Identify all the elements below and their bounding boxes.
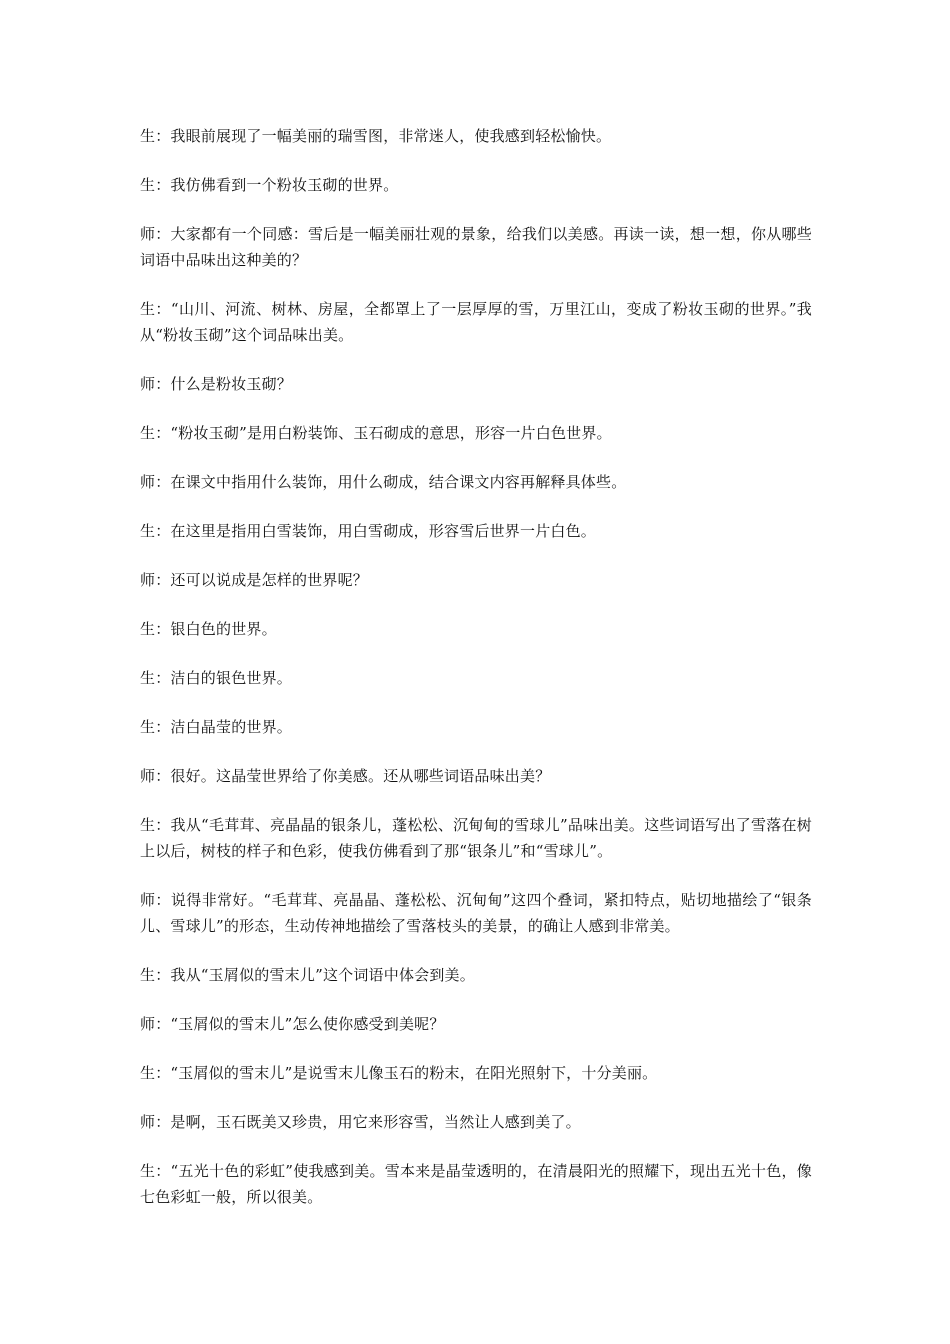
paragraph-10: 生：银白色的世界。 [140,620,277,638]
paragraph-3: 师：大家都有一个同感：雪后是一幅美丽壮观的景象，给我们以美感。再读一读，想一想，你从哪些词语中品味出这种美的？ [140,225,812,269]
paragraph-8: 生：在这里是指用白雪装饰，用白雪砌成，形容雪后世界一片白色。 [140,522,597,540]
paragraph-14: 生：我从“毛茸茸、亮晶晶的银条儿，蓬松松、沉甸甸的雪球儿”品味出美。这些词语写出了雪落在树上以后，树枝的样子和色彩，使我仿佛看到了那“银条儿”和“雪球儿”。 [140,816,812,860]
paragraph-11: 生：洁白的银色世界。 [140,669,293,687]
paragraph-4: 生：“山川、河流、树林、房屋，全都罩上了一层厚厚的雪，万里江山，变成了粉妆玉砌的世界。”我从“粉妆玉砌”这个词品味出美。 [140,300,812,344]
paragraph-12: 生：洁白晶莹的世界。 [140,718,293,736]
paragraph-6: 生：“粉妆玉砌”是用白粉装饰、玉石砌成的意思，形容一片白色世界。 [140,424,612,442]
paragraph-20: 生：“五光十色的彩虹”使我感到美。雪本来是晶莹透明的，在清晨阳光的照耀下，现出五光十色，像七色彩虹一般，所以很美。 [140,1162,812,1206]
paragraph-7: 师：在课文中指用什么装饰，用什么砌成，结合课文内容再解释具体些。 [140,473,627,491]
paragraph-17: 师：“玉屑似的雪末儿”怎么使你感受到美呢？ [140,1015,445,1033]
paragraph-15: 师：说得非常好。“毛茸茸、亮晶晶、蓬松松、沉甸甸”这四个叠词，紧扣特点，贴切地描绘了“银条儿、雪球儿”的形态，生动传神地描绘了雪落枝头的美景，的确让人感到非常美。 [140,891,812,935]
document-body [140,123,812,1233]
paragraph-9: 师：还可以说成是怎样的世界呢？ [140,571,369,589]
paragraph-2: 生：我仿佛看到一个粉妆玉砌的世界。 [140,176,399,194]
paragraph-13: 师：很好。这晶莹世界给了你美感。还从哪些词语品味出美？ [140,767,551,785]
paragraph-18: 生：“玉屑似的雪末儿”是说雪末儿像玉石的粉末，在阳光照射下，十分美丽。 [140,1064,658,1082]
paragraph-1: 生：我眼前展现了一幅美丽的瑞雪图，非常迷人，使我感到轻松愉快。 [140,127,612,145]
paragraph-5: 师：什么是粉妆玉砌？ [140,375,293,393]
paragraph-16: 生：我从“玉屑似的雪末儿”这个词语中体会到美。 [140,966,475,984]
paragraph-19: 师：是啊，玉石既美又珍贵，用它来形容雪，当然让人感到美了。 [140,1113,581,1131]
